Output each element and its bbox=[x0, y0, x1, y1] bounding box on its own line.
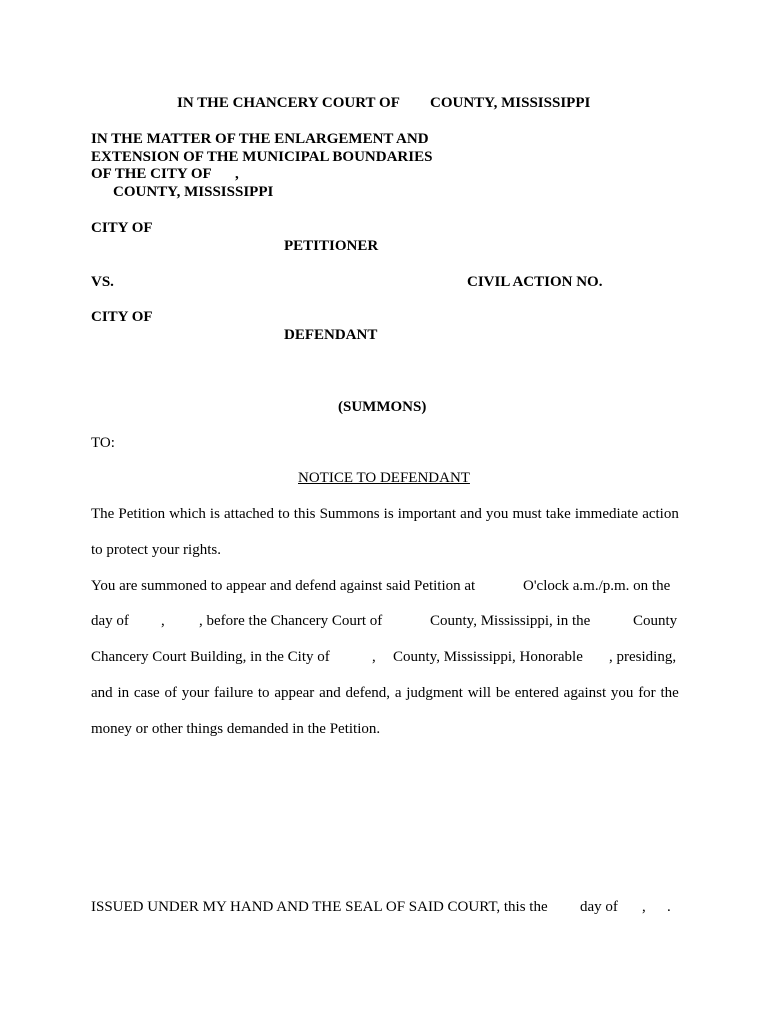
issued-period: . bbox=[667, 899, 671, 915]
body-word: to bbox=[278, 506, 290, 522]
body-word: you bbox=[610, 685, 634, 701]
body-word: this bbox=[293, 506, 316, 522]
paragraph-2-line-2d: County, Mississippi, in the bbox=[430, 613, 591, 629]
body-word: attached bbox=[224, 506, 274, 522]
body-word: in bbox=[117, 685, 130, 701]
paragraph-2-line-3c: County, Mississippi, Honorable bbox=[393, 649, 583, 665]
paragraph-2-line-2a: day of bbox=[91, 613, 129, 629]
matter-line-2: EXTENSION OF THE MUNICIPAL BOUNDARIES bbox=[91, 149, 433, 165]
body-word: and bbox=[91, 685, 113, 701]
summons-title: (SUMMONS) bbox=[338, 399, 427, 415]
matter-line-3: OF THE CITY OF bbox=[91, 166, 212, 182]
body-word: to bbox=[257, 685, 270, 701]
matter-line-1: IN THE MATTER OF THE ENLARGEMENT AND bbox=[91, 131, 429, 147]
defendant-label: DEFENDANT bbox=[284, 327, 378, 343]
petitioner-city: CITY OF bbox=[91, 220, 153, 236]
paragraph-2-line-2c: , before the Chancery Court of bbox=[199, 613, 383, 629]
body-word: against bbox=[563, 685, 607, 701]
paragraph-2-line-3a: Chancery Court Building, in the City of bbox=[91, 649, 330, 665]
paragraph-2-line-2e: County bbox=[633, 613, 678, 629]
petitioner-label: PETITIONER bbox=[284, 238, 379, 254]
body-word: of bbox=[164, 685, 177, 701]
body-word: case bbox=[133, 685, 160, 701]
body-word: Petition bbox=[118, 506, 166, 522]
body-word: your bbox=[181, 685, 210, 701]
paragraph-2-line-3d: , presiding, bbox=[609, 649, 677, 665]
body-word: must bbox=[512, 506, 542, 522]
issued-comma: , bbox=[642, 899, 646, 915]
paragraph-2-line-3b: , bbox=[372, 649, 376, 665]
body-word: action bbox=[642, 506, 679, 522]
paragraph-2-line-4 bbox=[91, 684, 679, 702]
body-word: a bbox=[394, 685, 402, 701]
to-label: TO: bbox=[91, 435, 115, 451]
body-word: for bbox=[638, 685, 656, 701]
body-word: the bbox=[660, 685, 679, 701]
issued-day-of: day of bbox=[580, 899, 618, 915]
notice-heading: NOTICE TO DEFENDANT bbox=[298, 470, 470, 486]
body-word: is bbox=[209, 506, 220, 522]
body-word: entered bbox=[514, 685, 559, 701]
body-word: failure bbox=[213, 685, 254, 701]
paragraph-1-line-1 bbox=[91, 505, 679, 523]
body-word: immediate bbox=[574, 506, 639, 522]
body-word: judgment bbox=[406, 685, 463, 701]
court-header-suffix: COUNTY, MISSISSIPPI bbox=[430, 95, 591, 111]
paragraph-2-line-2b: , bbox=[161, 613, 165, 629]
body-word: take bbox=[545, 506, 571, 522]
matter-line-4: COUNTY, MISSISSIPPI bbox=[113, 184, 274, 200]
issued-statement: ISSUED UNDER MY HAND AND THE SEAL OF SAID COURT, this the bbox=[91, 899, 548, 915]
paragraph-1-line-2: to protect your rights. bbox=[91, 542, 221, 558]
body-word: defend, bbox=[345, 685, 391, 701]
versus-label: VS. bbox=[91, 274, 114, 290]
body-word: be bbox=[495, 685, 510, 701]
paragraph-2-line-5: money or other things demanded in the Petition. bbox=[91, 721, 381, 737]
court-header-prefix: IN THE CHANCERY COURT OF bbox=[177, 95, 400, 111]
body-word: and bbox=[460, 506, 482, 522]
paragraph-2-line-1a: You are summoned to appear and defend against said Petition at bbox=[91, 578, 476, 594]
body-word: will bbox=[467, 685, 492, 701]
body-word: you bbox=[485, 506, 509, 522]
body-word: The bbox=[91, 506, 115, 522]
body-word: and bbox=[319, 685, 341, 701]
body-word: is bbox=[383, 506, 394, 522]
civil-action-number: CIVIL ACTION NO. bbox=[467, 274, 603, 290]
body-word: important bbox=[397, 506, 457, 522]
body-word: which bbox=[169, 506, 206, 522]
defendant-city: CITY OF bbox=[91, 309, 153, 325]
paragraph-2-line-1b: O'clock a.m./p.m. on the bbox=[523, 578, 671, 594]
body-word: Summons bbox=[319, 506, 380, 522]
matter-line-3-comma: , bbox=[235, 166, 239, 182]
body-word: appear bbox=[274, 685, 315, 701]
